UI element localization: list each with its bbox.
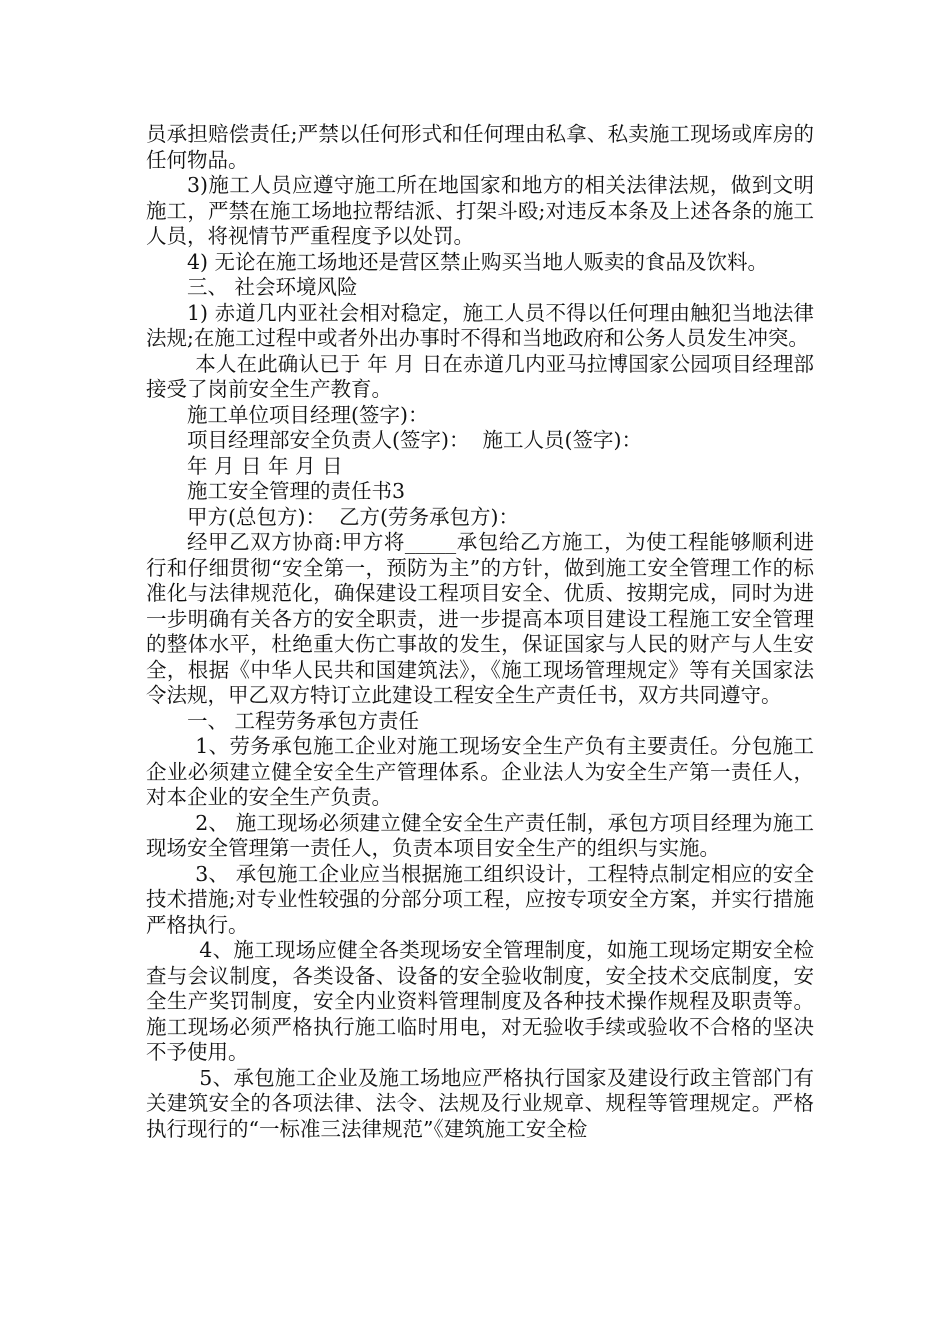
section-heading: 一、 工程劳务承包方责任 xyxy=(187,708,420,733)
section-heading: 三、 社会环境风险 xyxy=(187,275,358,299)
paragraph: 1) 赤道几内亚社会相对稳定，施工人员不得以任何理由触犯当地法律法规;在施工过程中或者外出办事时不得和当地政府和公务人员发生冲突。 xyxy=(146,300,814,350)
paragraph: 本人在此确认已于 年 月 日在赤道几内亚马拉博国家公园项目经理部接受了岗前安全生产教育。 xyxy=(146,351,814,401)
signature-line: 项目经理部安全负责人(签字)： 施工人员(签字)： xyxy=(187,428,643,452)
paragraph: 经甲乙双方协商:甲方将_____承包给乙方施工，为使工程能够顺利进行和仔细贯彻“安全第一，预防为主”的方针，做到施工安全管理工作的标准化与法律规范化，确保建设工程项目安全、优质、按期完成，同时为进一步明确有关各方的安全职责，进一步提高本项目建设工程施工安全管理的整体水平，杜绝重大伤亡事故的发生，保证国家与人民的财产与人生安全，根据《中华人民共和国建筑法》，《施工现场管理规定》等有关国家法令法规，甲乙双方特订立此建设工程安全生产责任书，双方共同遵守。 xyxy=(146,530,814,707)
document-body xyxy=(146,122,814,1142)
parties-line: 甲方(总包方)： 乙方(劳务承包方)： xyxy=(187,504,520,529)
paragraph: 5、承包施工企业及施工场地应严格执行国家及建设行政主管部门有关建筑安全的各项法律、法令、法规及行业规章、规程等管理规定。严格执行现行的“一标准三法律规范”《建筑施工安全检 xyxy=(146,1065,814,1141)
paragraph: 4) 无论在施工场地还是营区禁止购买当地人贩卖的食品及饮料。 xyxy=(187,249,769,274)
paragraph: 3)施工人员应遵守施工所在地国家和地方的相关法律法规，做到文明施工，严禁在施工场地拉帮结派、打架斗殴;对违反本条及上述各条的施工人员，将视情节严重程度予以处罚。 xyxy=(146,173,814,248)
signature-line: 施工单位项目经理(签字)： xyxy=(187,402,429,427)
document-title: 施工安全管理的责任书3 xyxy=(187,479,406,503)
paragraph: 1、劳务承包施工企业对施工现场安全生产负有主要责任。分包施工企业必须建立健全安全生产管理体系。企业法人为安全生产第一责任人，对本企业的安全生产负责。 xyxy=(146,734,814,809)
paragraph: 员承担赔偿责任;严禁以任何形式和任何理由私拿、私卖施工现场或库房的任何物品。 xyxy=(146,122,814,172)
paragraph: 3、 承包施工企业应当根据施工组织设计，工程特点制定相应的安全技术措施;对专业性较强的分部分项工程，应按专项安全方案，并实行措施严格执行。 xyxy=(146,861,814,937)
date-line: 年 月 日 年 月 日 xyxy=(187,453,343,478)
paragraph: 4、施工现场应健全各类现场安全管理制度，如施工现场定期安全检查与会议制度，各类设备、设备的安全验收制度，安全技术交底制度，安全生产奖罚制度，安全内业资料管理制度及各种技术操作规程及职责等。施工现场必须严格执行施工临时用电，对无验收手续或验收不合格的坚决不予使用。 xyxy=(146,938,814,1064)
paragraph: 2、 施工现场必须建立健全安全生产责任制，承包方项目经理为施工现场安全管理第一责任人，负责本项目安全生产的组织与实施。 xyxy=(146,810,814,860)
